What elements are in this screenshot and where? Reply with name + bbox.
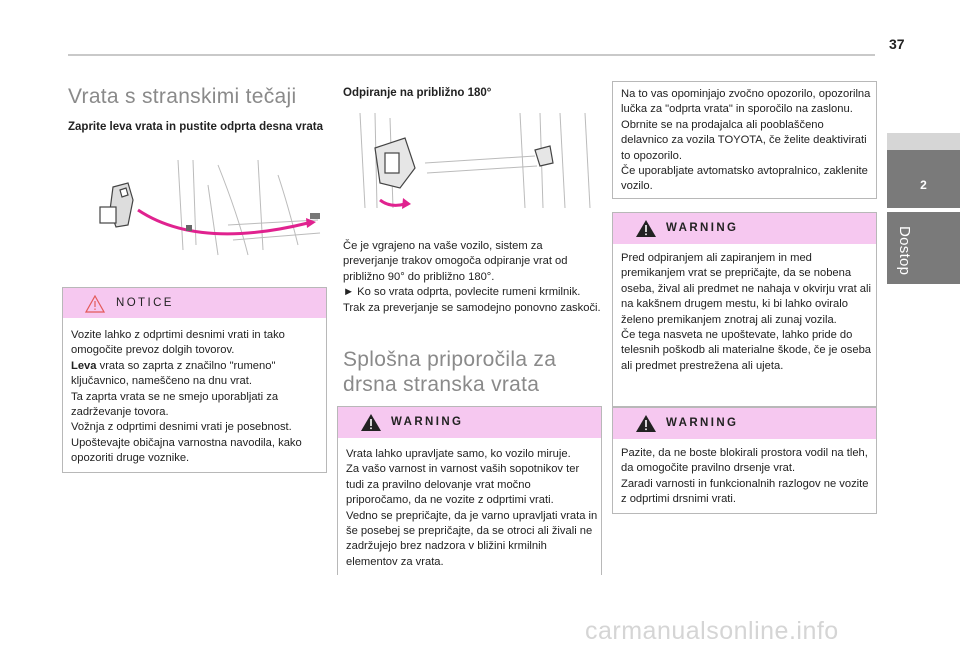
notice-line-2: vrata so zaprta z značilno "rumeno" ključavnico, nameščeno na dnu vrat. <box>71 359 276 388</box>
warning-text: Pazite, da ne boste blokirali prostora vodil na tleh, da omogočite pravilno drsenje vrat. Zaradi varnosti in funkcionalnih razlogov ne vozite z odprtimi drsnimi vrati. <box>621 447 869 506</box>
info-text: Na to vas opominjajo zvočno opozorilo, opozorilna lučka za "odprta vrata" in sporočilo na zaslonu. Obrnite se na prodajalca ali pooblaščeno delavnico za vozila TOYOTA, če želite deaktivirati to opozorilo. Če uporabljate avtomatsko avtopralnico, zaklenite vozilo. <box>621 88 871 193</box>
notice-line-3: Ta zaprta vrata se ne smejo uporabljati za zadrževanje tovora. Vožnja z odprtimi desnimi vrati je posebnost. Upoštevajte običajna varnostna navodila, kako opozoriti druge voznike. <box>71 390 302 465</box>
page-number: 37 <box>889 36 905 52</box>
warning-triangle-icon <box>635 219 657 238</box>
top-divider <box>68 54 875 56</box>
section-subheading: Zaprite leva vrata in pustite odprta desna vrata <box>68 121 323 133</box>
notice-title: NOTICE <box>116 297 174 309</box>
warning-text: Vrata lahko upravljate samo, ko vozilo miruje. Za vašo varnost in varnost vaših sopotnikov ter tudi za pravilno delovanje vrat močno priporočamo, da ne vozite z odprtimi vrati. Vedno se prepričajte, da je varno upravljati vrata in še posebej se prepričajte, da se otroci ali živali ne zadržujejo brez nadzora v bližini krmilnih elementov za vrata. <box>346 448 598 568</box>
warning-title: WARNING <box>666 417 739 429</box>
warning-triangle-icon <box>635 414 657 433</box>
door-lock-illustration <box>88 155 328 260</box>
warning-title: WARNING <box>666 222 739 234</box>
opening-paragraph: Če je vgrajeno na vaše vozilo, sistem za preverjanje trakov omogoča odpiranje vrat od približno 90° do približno 180°. ► Ko so vrata odprta, povlecite rumeni krmilnik. Trak za preverjanje se samodejno ponovno zaskoči. <box>343 240 601 314</box>
section-heading: Vrata s stranskimi tečaji <box>68 85 297 108</box>
chapter-number: 2 <box>920 178 927 192</box>
chapter-label: Dostop <box>896 226 913 276</box>
opening-subheading: Odpiranje na približno 180° <box>343 87 492 99</box>
notice-bold-word: Leva <box>71 359 97 372</box>
warning-text: Pred odpiranjem ali zapiranjem in med premikanjem vrat se prepričajte, da se nobena oseba, žival ali predmet ne nahaja v okvirju vrat ali na kakšnem drugem mestu, ki bi lahko oviralo želeno premikanjem znotraj ali zunaj vozila. Če tega nasveta ne upoštevate, lahko pride do telesnih poškodb ali materialne škode, če je oseba ali predmet prestrežena ali ujeta. <box>621 252 872 372</box>
warning-triangle-outline-icon <box>85 295 105 313</box>
warning-box-sliding-doors <box>337 406 602 575</box>
warning-box-floor-guides <box>612 407 877 514</box>
info-box <box>612 81 877 199</box>
notice-line-1: Vozite lahko z odprtimi desnimi vrati in tako omogočite prevoz dolgih tovorov. <box>71 329 285 357</box>
notice-box <box>62 287 327 473</box>
warning-box-door-movement <box>612 212 877 407</box>
watermark: carmanualsonline.info <box>585 617 839 645</box>
door-check-strap-illustration <box>345 108 600 218</box>
general-recommendations-heading: Splošna priporočila za drsna stranska vrata <box>343 348 557 396</box>
warning-title: WARNING <box>391 416 464 428</box>
notice-text <box>71 328 321 467</box>
warning-triangle-icon <box>360 413 382 432</box>
